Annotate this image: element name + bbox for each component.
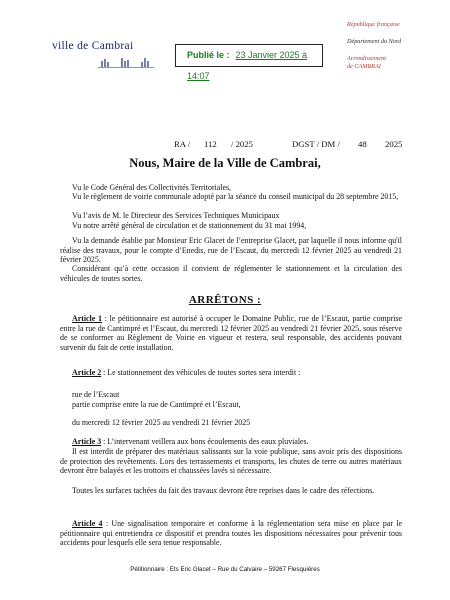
article-2-street: rue de l’Escaut [72,390,120,399]
logo-text: ville de Cambrai [52,40,134,52]
article-4-label: Article 4 [72,519,103,528]
demande-paragraph: Vu la demande établie par Monsieur Eric Glacet de l’entreprise Glacet, par laquelle il nous informe qu'il réalise des travaux, pour le compte d’Enedis, rue de l’Escaut, du mercredi 12 février 2025 au vendredi 21 février 2025. [60,236,402,265]
header-arrondissement-name: de CAMBRAI [347,63,381,70]
page-title: Nous, Maire de la Ville de Cambrai, [129,156,321,170]
ref-dgst-number: 48 [358,139,367,149]
ref-ra: RA / [174,139,191,149]
article-3-paragraph: Toutes les surfaces tachées du fait des travaux devront être reprises dans le cadre des réfections. [72,486,375,495]
article-3 [60,437,402,447]
header-arrondissement: Arrondissement [347,55,386,62]
article-1 [60,314,402,352]
publication-stamp [175,44,323,81]
vu-line: Vu l’avis de M. le Directeur des Services Techniques Municipaux [72,211,280,220]
article-2 [60,368,402,378]
ref-dgst-year: 2025 [385,139,403,149]
city-logo [52,40,152,76]
footer-petitionnaire: Pétitionnaire : Ets Eric Glacet – Rue du Calvaire – 59267 Flesquières [130,566,320,573]
vu-line: Vu notre arrêté général de circulation et de stationnement du 31 mai 1994, [72,221,307,230]
article-2-text: : Le stationnement des véhicules de toutes sortes sera interdit : [101,368,301,377]
ref-dgst: DGST / DM / [292,139,340,149]
article-1-text: : le pétitionnaire est autorisé à occuper le Domaine Public, rue de l’Escaut, partie comprise entre la rue de Cantimpré et l’Escaut, du mercredi 12 février 2025 au vendredi 21 février 2025, sous réserve de se conformer au Règlement de Voirie en vigueur et restera, seul responsable, des accidents pouvant survenir du fait de cette installation. [60,314,402,352]
article-2-part: partie comprise entre la rue de Cantimpré et l’Escaut, [72,400,241,409]
article-4-text: : Une signalisation temporaire et conforme à la réglementation sera mise en place par le pétitionnaire qui entretiendra ce dispositif et prendra toutes les dispositions nécessaires pour prévenir tous accidents pour lesquels elle sera tenue responsable. [60,519,402,548]
ref-ra-year: / 2025 [231,139,253,149]
article-1-label: Article 1 [72,314,102,323]
article-3-paragraph: Il est interdit de préparer des matériaux salissants sur la voie publique, sans avoir pris des dispositions de protection des revêtements. Lors des terrassements et transports, les chutes de terre ou autres matériaux devront être balayés et les trottoirs et chaussées lavés si nécessaire. [60,447,402,476]
article-2-dates: du mercredi 12 février 2025 au vendredi 21 février 2025 [72,418,251,427]
logo-towers-icon [98,56,154,68]
stamp-label: Publié le : [187,50,230,60]
header-republique: République française [347,21,400,28]
article-3-text: : L’intervenant veillera aux bons écoulements des eaux pluviales. [101,437,309,446]
considerant-paragraph: Considérant qu’à cette occasion il convient de réglementer le stationnement et la circulation des véhicules de toutes sortes. [60,264,402,283]
header-departement: Département du Nord [347,38,402,45]
vu-line: Vu le Code Général des Collectivités Territoriales, [72,183,232,192]
ref-ra-number: 112 [204,139,217,149]
arretons-heading: ARRÊTONS : [188,294,262,306]
article-4 [60,519,402,548]
vu-line: Vu le règlement de voirie communale adopté par la séance du conseil municipal du 28 septembre 2015, [72,192,399,201]
article-2-label: Article 2 [72,368,102,377]
article-3-label: Article 3 [72,437,102,446]
stamp-date: 23 Janvier 2025 à 14:07 [187,50,308,81]
